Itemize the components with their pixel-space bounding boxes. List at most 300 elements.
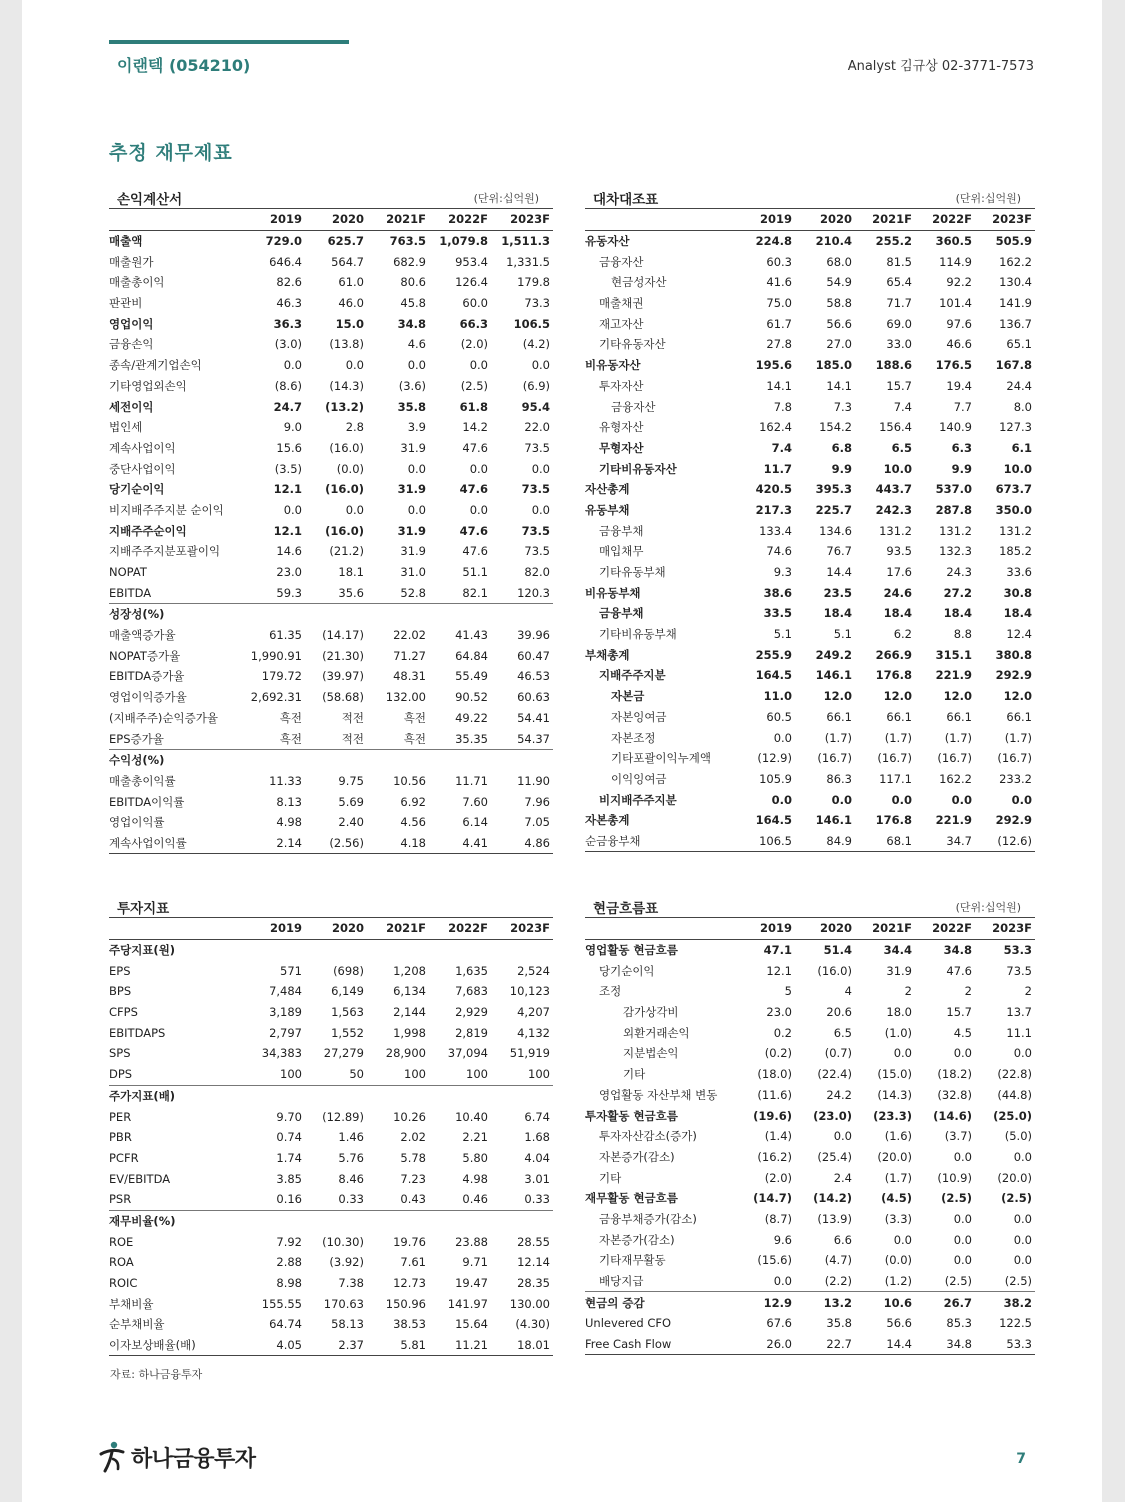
cell-value: 24.4 xyxy=(1006,378,1032,393)
cell-value: 35.8 xyxy=(397,399,426,414)
table-row xyxy=(109,1252,553,1273)
row-label: EPS증가율 xyxy=(109,731,164,746)
cell-value: 14.1 xyxy=(826,378,852,393)
cell-value: (13.8) xyxy=(329,337,364,352)
table-row xyxy=(109,334,553,355)
cell-value: 176.5 xyxy=(935,358,972,373)
cell-value: 52.8 xyxy=(400,585,426,600)
cell-value: (39.97) xyxy=(322,669,364,684)
cell-value: 131.2 xyxy=(939,523,972,538)
cell-value: (16.2) xyxy=(757,1149,792,1164)
cell-value: 8.0 xyxy=(1013,399,1032,414)
cell-value: 315.1 xyxy=(935,647,972,662)
cell-value: 6.74 xyxy=(524,1109,550,1124)
cell-value: 130.4 xyxy=(999,275,1032,290)
cell-value: 54.37 xyxy=(517,731,550,746)
cell-value xyxy=(429,1085,491,1106)
cell-value: 0.33 xyxy=(338,1192,364,1207)
table-row xyxy=(109,960,553,981)
cell-value: 24.6 xyxy=(883,585,912,600)
cash-flow-statement xyxy=(585,895,1035,1355)
cell-value: 11.21 xyxy=(429,1335,491,1356)
cell-value: 0.0 xyxy=(953,1046,972,1061)
row-label: PBR xyxy=(109,1130,132,1145)
cell-value: 18.4 xyxy=(823,606,852,621)
cell-value: 420.5 xyxy=(755,482,792,497)
cell-value: 2,692.31 xyxy=(250,690,302,705)
cell-value: (13.9) xyxy=(817,1211,852,1226)
cell-value: 65.1 xyxy=(1006,337,1032,352)
cell-value: 2 xyxy=(964,984,972,999)
cell-value: (21.30) xyxy=(322,648,364,663)
cell-value: 2,929 xyxy=(455,1005,488,1020)
cell-value: 141.97 xyxy=(447,1296,488,1311)
cell-value: (19.6) xyxy=(753,1108,792,1123)
table-row xyxy=(109,1314,553,1335)
table-row xyxy=(585,748,1035,769)
cell-value: 0.0 xyxy=(1013,1211,1032,1226)
hana-logo-icon xyxy=(97,1440,127,1474)
row-label: 매출채권 xyxy=(599,296,644,311)
cell-value: 2 xyxy=(1024,984,1032,999)
cell-value: 20.6 xyxy=(826,1005,852,1020)
cell-value: 24.3 xyxy=(946,565,972,580)
cell-value: 흑전 xyxy=(279,731,302,746)
cell-value: (2.5) xyxy=(944,1274,972,1289)
cell-value: 673.7 xyxy=(995,482,1032,497)
row-label: 자본잉여금 xyxy=(611,709,667,724)
table-row xyxy=(585,1002,1035,1023)
table-row xyxy=(585,1271,1035,1292)
source-note: 자료: 하나금융투자 xyxy=(110,1368,203,1381)
row-label: 순금융부채 xyxy=(585,831,735,852)
cell-value: 23.5 xyxy=(823,585,852,600)
cell-value: 93.5 xyxy=(886,544,912,559)
cell-value: (16.7) xyxy=(997,751,1032,766)
cell-value: 56.6 xyxy=(826,316,852,331)
cell-value: 564.7 xyxy=(331,254,364,269)
cell-value: 217.3 xyxy=(755,502,792,517)
cell-value xyxy=(305,749,367,770)
row-label: 자본금 xyxy=(611,689,645,704)
table-row xyxy=(109,604,553,625)
cell-value: 51.4 xyxy=(823,943,852,958)
cell-value: 242.3 xyxy=(875,502,912,517)
table-row xyxy=(109,833,553,854)
column-header: 2021F xyxy=(855,918,915,939)
cell-value: 6.1 xyxy=(1011,440,1032,455)
row-label: 판관비 xyxy=(109,296,143,311)
table-row xyxy=(109,1064,553,1085)
table-row xyxy=(585,1313,1035,1334)
cell-value: 18.4 xyxy=(943,606,972,621)
cell-value: 23.88 xyxy=(455,1234,488,1249)
cell-value: 395.3 xyxy=(815,482,852,497)
cell-value: (20.0) xyxy=(877,1149,912,1164)
cell-value xyxy=(491,1210,553,1231)
row-label: 외환거래손익 xyxy=(623,1025,690,1040)
cell-value: 0.0 xyxy=(1013,1149,1032,1164)
cell-value: (1.7) xyxy=(884,1170,912,1185)
cell-value: 12.0 xyxy=(823,689,852,704)
data-table xyxy=(109,209,553,854)
cell-value: 46.0 xyxy=(338,296,364,311)
cell-value: 150.96 xyxy=(385,1296,426,1311)
table-row xyxy=(585,541,1035,562)
row-label: 지배주주지분 xyxy=(599,668,666,683)
cell-value: 2,144 xyxy=(393,1005,426,1020)
row-label: 조정 xyxy=(599,984,622,999)
column-header: 2023F xyxy=(491,918,553,939)
table-row xyxy=(109,687,553,708)
row-label: 수익성(%) xyxy=(109,749,243,770)
cell-value: 6.2 xyxy=(893,627,912,642)
row-label: 무형자산 xyxy=(599,440,644,455)
cell-value: 2,819 xyxy=(455,1025,488,1040)
cell-value: 36.3 xyxy=(273,316,302,331)
cell-value xyxy=(491,939,553,960)
cell-value: 8.98 xyxy=(276,1276,302,1291)
cell-value: 266.9 xyxy=(875,647,912,662)
cell-value: (14.2) xyxy=(813,1191,852,1206)
row-label: 당기순이익 xyxy=(109,482,165,497)
cell-value: (3.7) xyxy=(944,1129,972,1144)
cell-value: 0.0 xyxy=(953,1253,972,1268)
cell-value: 7.96 xyxy=(524,794,550,809)
cell-value: 4.56 xyxy=(400,815,426,830)
column-header: 2019 xyxy=(243,918,305,939)
row-label: 이익잉여금 xyxy=(611,771,667,786)
cell-value: 26.0 xyxy=(735,1334,795,1355)
cell-value: 46.6 xyxy=(946,337,972,352)
column-header: 2022F xyxy=(429,918,491,939)
cell-value: 54.41 xyxy=(517,710,550,725)
cell-value: (44.8) xyxy=(997,1087,1032,1102)
cell-value: 54.9 xyxy=(826,275,852,290)
cell-value: 571 xyxy=(280,963,302,978)
cell-value: 23.0 xyxy=(276,565,302,580)
logo-text: 하나금융투자 xyxy=(131,1446,256,1472)
cell-value: 11.90 xyxy=(517,773,550,788)
cell-value: (13.2) xyxy=(325,399,364,414)
cell-value: (10.30) xyxy=(322,1234,364,1249)
cell-value: 12.4 xyxy=(1006,627,1032,642)
cell-value: 86.3 xyxy=(826,771,852,786)
cell-value: (6.9) xyxy=(522,378,550,393)
row-label: 법인세 xyxy=(109,420,143,435)
column-header: 2023F xyxy=(975,209,1035,230)
table-row xyxy=(109,1106,553,1127)
cell-value: 0.0 xyxy=(953,1149,972,1164)
cell-value: 0.0 xyxy=(1013,1046,1032,1061)
row-label: ROE xyxy=(109,1234,134,1249)
cell-value: 5.78 xyxy=(400,1150,426,1165)
cell-value: (2.2) xyxy=(824,1274,852,1289)
table-row xyxy=(109,479,553,500)
row-label: PCFR xyxy=(109,1150,139,1165)
cell-value: 7.60 xyxy=(462,794,488,809)
cell-value: 156.4 xyxy=(879,420,912,435)
row-label: 비지배주주지분 xyxy=(599,792,677,807)
balance-sheet xyxy=(585,186,1035,852)
row-label: 감가상각비 xyxy=(623,1005,679,1020)
row-label: PSR xyxy=(109,1192,132,1207)
cell-value: 47.6 xyxy=(946,963,972,978)
cell-value: 0.0 xyxy=(469,502,488,517)
cell-value: 53.3 xyxy=(975,1334,1035,1355)
investment-indicators xyxy=(109,895,553,1356)
cell-value: 3.01 xyxy=(524,1171,550,1186)
cell-value xyxy=(491,1085,553,1106)
row-label: 지배주주지분포괄이익 xyxy=(109,544,221,559)
cell-value: 47.6 xyxy=(462,544,488,559)
cell-value xyxy=(243,604,305,625)
income-statement xyxy=(109,186,553,854)
cell-value xyxy=(429,1210,491,1231)
cell-value xyxy=(305,1085,367,1106)
cell-value: 4.5 xyxy=(953,1025,972,1040)
table-row xyxy=(109,666,553,687)
cell-value: 127.3 xyxy=(999,420,1032,435)
row-label: 매출총이익률 xyxy=(109,773,176,788)
cell-value xyxy=(491,749,553,770)
cell-value: 60.0 xyxy=(462,296,488,311)
row-label: EPS xyxy=(109,963,131,978)
cell-value: (12.89) xyxy=(322,1109,364,1124)
cell-value: 114.9 xyxy=(939,254,972,269)
cell-value: 5 xyxy=(784,984,792,999)
cell-value: 61.7 xyxy=(766,316,792,331)
cell-value: 10.26 xyxy=(393,1109,426,1124)
cell-value: 255.2 xyxy=(875,234,912,249)
table-row xyxy=(585,1229,1035,1250)
cell-value: 5.1 xyxy=(773,627,792,642)
cell-value: 14.1 xyxy=(766,378,792,393)
cell-value: 1,552 xyxy=(331,1025,364,1040)
row-label: 금융자산 xyxy=(611,399,656,414)
cell-value: (698) xyxy=(333,963,364,978)
cell-value: (11.6) xyxy=(757,1087,792,1102)
cell-value: 31.9 xyxy=(400,440,426,455)
table-row xyxy=(109,1022,553,1043)
row-label: 재고자산 xyxy=(599,316,644,331)
cell-value: 101.4 xyxy=(939,296,972,311)
cell-value: 126.4 xyxy=(455,275,488,290)
cell-value: 66.1 xyxy=(1006,709,1032,724)
row-label: 영업이익 xyxy=(109,316,154,331)
cell-value: (2.5) xyxy=(460,378,488,393)
table-row xyxy=(585,1167,1035,1188)
cell-value: 82.0 xyxy=(524,565,550,580)
row-label: EBITDA xyxy=(109,585,152,600)
cell-value: 2.14 xyxy=(243,833,305,854)
cell-value: 60.63 xyxy=(517,690,550,705)
cell-value: 6.5 xyxy=(891,440,912,455)
cell-value: 0.0 xyxy=(531,461,550,476)
cell-value: 233.2 xyxy=(999,771,1032,786)
table-row xyxy=(585,960,1035,981)
cell-value: 221.9 xyxy=(935,813,972,828)
row-label: 금융자산 xyxy=(599,254,644,269)
cell-value: (8.6) xyxy=(274,378,302,393)
row-label: 금융부채 xyxy=(599,523,644,538)
cell-value: 9.9 xyxy=(831,461,852,476)
cell-value: (1.0) xyxy=(884,1025,912,1040)
table-row xyxy=(109,251,553,272)
row-label: 이자보상배율(배) xyxy=(109,1335,243,1356)
table-row xyxy=(109,500,553,521)
cell-value: 2,524 xyxy=(517,963,550,978)
cell-value: 221.9 xyxy=(935,668,972,683)
cell-value: 34.8 xyxy=(915,1334,975,1355)
cell-value: (1.7) xyxy=(824,730,852,745)
cell-value: (0.7) xyxy=(824,1046,852,1061)
cell-value: 162.2 xyxy=(939,771,972,786)
row-label: Unlevered CFO xyxy=(585,1316,672,1331)
cell-value: (1.7) xyxy=(884,730,912,745)
cell-value: (16.7) xyxy=(937,751,972,766)
table-row xyxy=(585,1209,1035,1230)
cell-value: 131.2 xyxy=(999,523,1032,538)
cell-value: 729.0 xyxy=(265,234,302,249)
cell-value: 18.01 xyxy=(491,1335,553,1356)
table-row xyxy=(109,272,553,293)
cell-value: 65.4 xyxy=(886,275,912,290)
row-label: 주당지표(원) xyxy=(109,943,176,958)
cell-value: 15.6 xyxy=(276,440,302,455)
cell-value: (14.17) xyxy=(322,628,364,643)
cell-value: 4.6 xyxy=(407,337,426,352)
column-header: 2019 xyxy=(735,209,795,230)
table-row xyxy=(585,313,1035,334)
cell-value: 185.2 xyxy=(999,544,1032,559)
cell-value: 164.5 xyxy=(755,813,792,828)
cell-value: 2.02 xyxy=(400,1130,426,1145)
cell-value: 73.5 xyxy=(524,440,550,455)
cell-value: 7.7 xyxy=(953,399,972,414)
cell-value: 2.88 xyxy=(276,1255,302,1270)
cell-value: 67.6 xyxy=(766,1316,792,1331)
row-label: SPS xyxy=(109,1046,131,1061)
cell-value: 31.0 xyxy=(400,565,426,580)
cell-value: 61.0 xyxy=(338,275,364,290)
cell-value: (22.8) xyxy=(997,1067,1032,1082)
row-label: 투자활동 현금흐름 xyxy=(585,1108,678,1123)
header-accent-bar xyxy=(109,40,349,44)
column-header: 2021F xyxy=(367,918,429,939)
table-row xyxy=(585,520,1035,541)
cell-value: 10.0 xyxy=(883,461,912,476)
cell-value: 84.9 xyxy=(795,831,855,852)
cell-value: 6.5 xyxy=(833,1025,852,1040)
cell-value: 18.0 xyxy=(886,1005,912,1020)
table-row xyxy=(585,230,1035,251)
table-row xyxy=(585,396,1035,417)
cell-value: (25.4) xyxy=(817,1149,852,1164)
cell-value: 9.0 xyxy=(283,420,302,435)
cell-value: 0.0 xyxy=(407,502,426,517)
table-unit: (단위:십억원) xyxy=(955,192,1021,205)
row-label: 비유동부채 xyxy=(585,585,641,600)
cell-value: 136.7 xyxy=(999,316,1032,331)
cell-value: 80.6 xyxy=(400,275,426,290)
cell-value: 9.3 xyxy=(773,565,792,580)
cell-value: 26.7 xyxy=(915,1292,975,1313)
cell-value: 31.9 xyxy=(400,544,426,559)
cell-value: 0.0 xyxy=(345,502,364,517)
cell-value xyxy=(367,1085,429,1106)
cell-value: 4.18 xyxy=(367,833,429,854)
row-label: (지배주주)순익증가율 xyxy=(109,710,218,725)
table-row xyxy=(109,562,553,583)
cell-value: (14.7) xyxy=(753,1191,792,1206)
cell-value: (0.0) xyxy=(884,1253,912,1268)
cell-value: (2.5) xyxy=(941,1191,972,1206)
column-header: 2022F xyxy=(915,918,975,939)
cell-value: (4.2) xyxy=(522,337,550,352)
cell-value: 46.53 xyxy=(517,669,550,684)
cell-value: 0.0 xyxy=(951,792,972,807)
cell-value: 0.0 xyxy=(891,792,912,807)
cell-value: 0.0 xyxy=(893,1046,912,1061)
row-label: 유동자산 xyxy=(585,234,630,249)
cell-value: 24.2 xyxy=(826,1087,852,1102)
cell-value: 10.56 xyxy=(393,773,426,788)
cell-value: 5.76 xyxy=(338,1150,364,1165)
cell-value: 2.21 xyxy=(462,1130,488,1145)
cell-value: (2.0) xyxy=(460,337,488,352)
cell-value: 0.0 xyxy=(531,358,550,373)
cell-value: (32.8) xyxy=(937,1087,972,1102)
cell-value: (3.5) xyxy=(274,461,302,476)
cell-value: 19.47 xyxy=(455,1276,488,1291)
cell-value: (0.0) xyxy=(336,461,364,476)
cell-value: 74.6 xyxy=(766,544,792,559)
cell-value: 73.3 xyxy=(524,296,550,311)
cell-value: 27.2 xyxy=(943,585,972,600)
column-header: 2023F xyxy=(491,209,553,230)
cell-value: 24.7 xyxy=(273,399,302,414)
table-row xyxy=(109,812,553,833)
page-number: 7 xyxy=(1016,1451,1026,1467)
cell-value: 61.35 xyxy=(269,628,302,643)
table-row xyxy=(585,562,1035,583)
cell-value: 1,998 xyxy=(393,1025,426,1040)
cell-value: (21.2) xyxy=(329,544,364,559)
cell-value: 9.75 xyxy=(338,773,364,788)
cell-value xyxy=(243,1210,305,1231)
column-header: 2019 xyxy=(243,209,305,230)
cell-value: 0.46 xyxy=(462,1192,488,1207)
cell-value: 69.0 xyxy=(886,316,912,331)
table-row xyxy=(109,376,553,397)
row-label: 자산총계 xyxy=(585,482,630,497)
cell-value: 0.33 xyxy=(524,1192,550,1207)
company-title: 이랜텍 (054210) xyxy=(117,56,251,75)
cell-value: 155.55 xyxy=(261,1296,302,1311)
row-label: 매입채무 xyxy=(599,544,644,559)
table-row xyxy=(109,1002,553,1023)
table-row xyxy=(109,1189,553,1210)
footer-logo xyxy=(97,1440,256,1474)
cell-value: 0.0 xyxy=(771,792,792,807)
table-row xyxy=(109,1043,553,1064)
cell-value: 12.1 xyxy=(273,523,302,538)
column-header: 2021F xyxy=(855,209,915,230)
cell-value: 47.6 xyxy=(459,523,488,538)
table-unit: (단위:십억원) xyxy=(473,192,539,205)
cell-value: 0.0 xyxy=(831,792,852,807)
